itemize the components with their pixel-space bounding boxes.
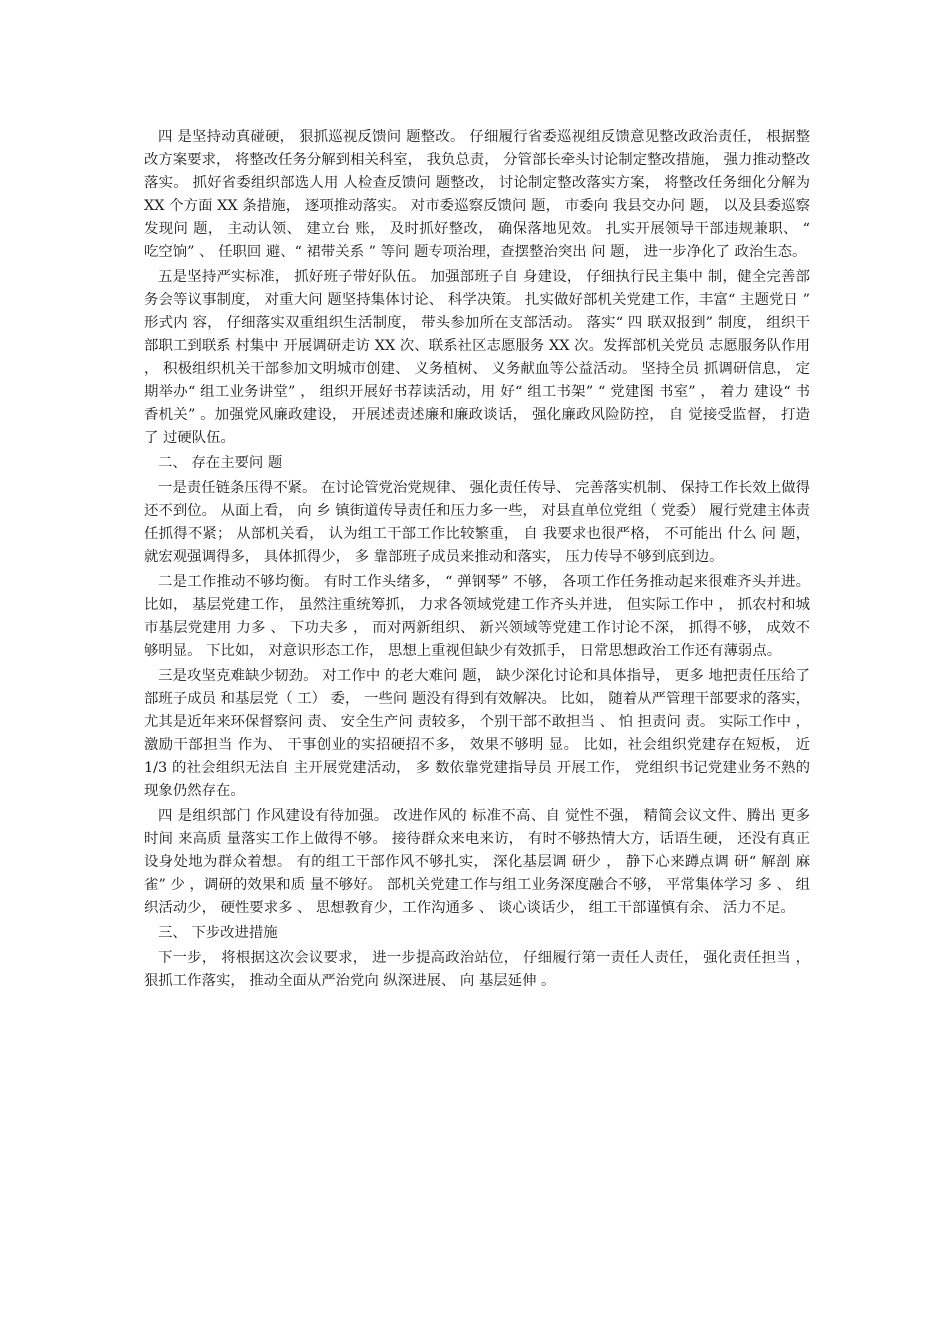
problem-paragraph-two: 二是工作推动不够均衡。 有时工作头绪多， “ 弹钢琴” 不够， 各项工作任务推动起来很难齐头并进。 比如， 基层党建工作， 虽然注重统筹抓， 力求各领域党建工作齐头并进， 但实际工作中 ， 抓农村和城市基层党建用 力多 、 下功夫多 ， 而对两新组织、 新兴领域等党建工作讨论不深， 抓得不够， 成效不够明显。 下比如， 对意识形态工作， 思想上重视但缺少有效抓手， 日常思想政治工作还有薄弱点。 (144, 574, 810, 659)
problem-paragraph-four: 四 是组织部门 作风建设有待加强。 改进作风的 标准不高、自 觉性不强， 精简会议文件、腾出 更多 时间 来高质 量落实工作上做得不够。 接待群众来电来访， 有时不够热情大方，话语生硬， 还没有真正设身处地为群众着想。 有的组工干部作风不够扎实， 深化基层调 研少 ， 静下心来蹲点调 研“ 解剖 麻雀” 少 ，调研的效果和质 量不够好。 部机关党建工作与组工业务深度融合不够， 平常集体学习 多 、 组织活动少， 硬性要求多 、 思想教育少，工作沟通多 、 谈心谈话少， 组工干部谨慎有余、 活力不足。 (144, 808, 810, 916)
section-heading-measures: 三、 下步改进措施 (158, 925, 278, 941)
paragraph-four: 四 是坚持动真碰硬， 狠抓巡视反馈问 题整改。 仔细履行省委巡视组反馈意见整改政治责任， 根据整改方案要求， 将整改任务分解到相关科室， 我负总责， 分管部长牵头讨论制定整改措施， 强力推动整改落实。 抓好省委组织部选人用 人检查反馈问 题整改， 讨论制定整改落实方案， 将整改任务细化分解为 XX 个方面 XX 条措施， 逐项推动落实。 对市委巡察反馈问 题， 市委向 我县交办问 题， 以及县委巡察发现问 题， 主动认领、 建立台 账， 及时抓好整改， 确保落地见效。 扎实开展领导干部违规兼职、 “ 吃空饷” 、 任职回 避、“ 裙带关系 ” 等问 题专项治理，查摆整治突出 问 题， 进一步净化了 政治生态。 (144, 129, 810, 260)
paragraph-five: 五是坚持严实标准， 抓好班子带好队伍。 加强部班子自 身建设， 仔细执行民主集中 制，健全完善部务会等议事制度， 对重大问 题坚持集体讨论、 科学决策。 扎实做好部机关党建工作，丰富“ 主题党日 ” 形式内 容， 仔细落实双重组织生活制度， 带头参加所在支部活动。 落实“ 四 联双报到” 制度， 组织干部职工到联系 村集中 开展调研走访 XX 次、联系社区志愿服务 XX 次。发挥部机关党员 志愿服务队作用 ， 积极组织机关干部参加文明城市创建、 义务植树、 义务献血等公益活动。 坚持全员 抓调研信息， 定期举办“ 组工业务讲堂” ， 组织开展好书荐读活动，用 好“ 组工书架” “ 党建图 书室” ， 着力 建设“ 书香机关” 。加强党风廉政建设， 开展述责述廉和廉政谈话， 强化廉政风险防控， 自 觉接受监督， 打造了 过硬队伍。 (144, 269, 810, 446)
section-heading-problems: 二、 存在主要问 题 (158, 455, 283, 471)
document-body (144, 126, 810, 995)
problem-paragraph-three: 三是攻坚克难缺少韧劲。 对工作中 的老大难问 题， 缺少深化讨论和具体指导， 更多 地把责任压给了 部班子成员 和基层党（ 工） 委， 一些问 题没有得到有效解决。 比如， 随着从严管理干部要求的落实， 尤其是近年来环保督察问 责、 安全生产问 责较多， 个别干部不敢担当 、 怕 担责问 责。 实际工作中 ， 激励干部担当 作为、 干事创业的实招硬招不多， 效果不够明 显。 比如，社会组织党建存在短板， 近 1/3 的社会组织无法自 主开展党建活动， 多 数依靠党建指导员 开展工作， 党组织书记党建业务不熟的现象仍然存在。 (144, 668, 810, 799)
measures-paragraph: 下一步， 将根据这次会议要求， 进一步提高政治站位， 仔细履行第一责任人责任， 强化责任担当 ， 狠抓工作落实， 推动全面从严治党向 纵深进展、 向 基层延伸 。 (144, 950, 810, 989)
problem-paragraph-one: 一是责任链条压得不紧。 在讨论管党治党规律、 强化责任传导、 完善落实机制、 保持工作长效上做得还不到位。 从面上看， 向 乡 镇街道传导责任和压力多一些， 对县直单位党组（ 党委） 履行党建主体责任抓得不紧； 从部机关看， 认为组工干部工作比较繁重， 自 我要求也很严格， 不可能出 什么 问 题， 就宏观强调得多， 具体抓得少， 多 靠部班子成员来推动和落实， 压力传导不够到底到边。 (144, 480, 810, 565)
